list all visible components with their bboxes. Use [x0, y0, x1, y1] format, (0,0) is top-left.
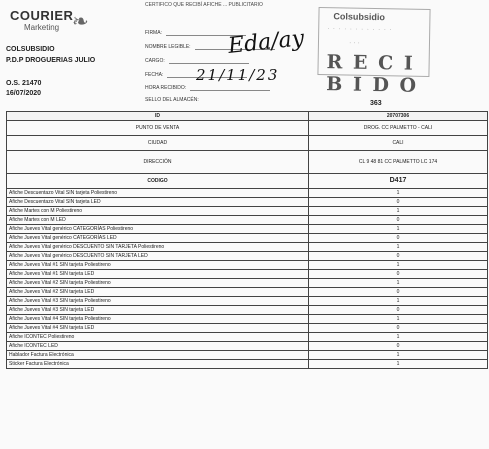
hora-field: HORA RECIBIDO:	[145, 85, 270, 91]
item-qty: 1	[309, 261, 488, 270]
ciudad-label: CIUDAD	[7, 136, 309, 151]
item-qty: 1	[309, 189, 488, 198]
item-qty: 1	[309, 333, 488, 342]
stamp-dots: · · · · · · · · · · · ·	[327, 26, 393, 34]
item-label: Afiche Jueves Vital genérico CATEGORÍAS LED	[7, 234, 309, 243]
table-row	[7, 297, 488, 306]
handwritten-date: 21/11/23	[196, 66, 280, 84]
table-row	[7, 112, 488, 121]
direccion-label: DIRECCIÓN	[7, 151, 309, 174]
delivery-table	[6, 111, 488, 369]
table-row	[7, 351, 488, 360]
item-qty: 1	[309, 207, 488, 216]
item-qty: 1	[309, 225, 488, 234]
table-row	[7, 207, 488, 216]
item-label: Afiche Jueves Vital #4 SIN tarjeta Poliestireno	[7, 315, 309, 324]
table-row	[7, 216, 488, 225]
item-qty: 1	[309, 315, 488, 324]
item-label: Afiche ICONTEC LED	[7, 342, 309, 351]
table-row	[7, 225, 488, 234]
table-row	[7, 288, 488, 297]
item-qty: 1	[309, 243, 488, 252]
courier-marketing-logo	[10, 6, 110, 36]
table-row	[7, 189, 488, 198]
item-label: Afiche Jueves Vital #2 SIN tarjeta Poliestireno	[7, 279, 309, 288]
item-qty: 0	[309, 198, 488, 207]
table-row	[7, 234, 488, 243]
item-label: Afiche Jueves Vital #2 SIN tarjeta LED	[7, 288, 309, 297]
document-number: 363	[370, 100, 382, 107]
item-label: Afiche Martes con M Poliestireno	[7, 207, 309, 216]
table-row	[7, 360, 488, 369]
client-name: COLSUBSIDIO	[6, 46, 55, 53]
item-label: Afiche Martes con M LED	[7, 216, 309, 225]
table-row	[7, 342, 488, 351]
item-qty: 0	[309, 342, 488, 351]
table-row	[7, 252, 488, 261]
handwritten-signature: Eda/ay	[226, 26, 306, 59]
item-qty: 0	[309, 216, 488, 225]
item-label: Afiche Jueves Vital #1 SIN tarjeta LED	[7, 270, 309, 279]
sello-field: SELLO DEL ALMACÉN:	[145, 97, 199, 103]
order-number: O.S. 21470	[6, 80, 42, 87]
item-qty: 0	[309, 270, 488, 279]
item-label: Sticker Factura Electrónica	[7, 360, 309, 369]
table-row	[7, 306, 488, 315]
direccion-value: CL 9 48 81 CC PALMETTO LC 174	[309, 151, 488, 174]
id-label: ID	[7, 112, 309, 121]
stamp-mark: · · ·	[348, 39, 360, 47]
item-qty: 1	[309, 351, 488, 360]
fecha-field: FECHA:	[145, 72, 247, 78]
logo-brand: COURIER	[10, 8, 74, 23]
item-label: Afiche Jueves Vital genérico DESCUENTO SIN TARJETA LED	[7, 252, 309, 261]
cargo-field: CARGO:	[145, 58, 249, 64]
table-row	[7, 136, 488, 151]
item-qty: 1	[309, 297, 488, 306]
punto-value: DROG. CC PALMETTO - CALI	[309, 121, 488, 136]
item-label: Hablador Factura Electrónica	[7, 351, 309, 360]
table-row	[7, 121, 488, 136]
item-label: Afiche Jueves Vital #4 SIN tarjeta LED	[7, 324, 309, 333]
received-stamp	[317, 7, 430, 97]
item-label: Afiche Jueves Vital #3 SIN tarjeta LED	[7, 306, 309, 315]
codigo-label: CODIGO	[7, 174, 309, 189]
item-label: Afiche ICONTEC Poliestireno	[7, 333, 309, 342]
table-row	[7, 279, 488, 288]
logo-sub: Marketing	[24, 23, 60, 32]
certificate-text: CERTIFICO QUE RECIBÍ AFICHE ... PUBLICITARIO	[145, 2, 263, 8]
table-row	[7, 174, 488, 189]
firma-field: FIRMA:	[145, 30, 246, 36]
stamp-line-1: Colsubsidio	[333, 11, 386, 23]
item-qty: 0	[309, 234, 488, 243]
item-label: Afiche Jueves Vital #1 SIN tarjeta Poliestireno	[7, 261, 309, 270]
stamp-line-2: R E C I B I D O	[326, 51, 419, 97]
client-store: P.D.P DROGUERIAS JULIO	[6, 57, 96, 64]
table-row	[7, 198, 488, 207]
item-label: Afiche Jueves Vital genérico DESCUENTO SIN TARJETA Poliestireno	[7, 243, 309, 252]
item-label: Afiche Jueves Vital genérico CATEGORÍAS Poliestireno	[7, 225, 309, 234]
item-qty: 0	[309, 288, 488, 297]
table-row	[7, 315, 488, 324]
table-row	[7, 324, 488, 333]
item-label: Afiche Descuentazo Vital SIN tarjeta Poliestireno	[7, 189, 309, 198]
item-label: Afiche Descuentazo Vital SIN tarjeta LED	[7, 198, 309, 207]
codigo-value: D417	[309, 174, 488, 189]
item-qty: 0	[309, 324, 488, 333]
table-row	[7, 333, 488, 342]
order-date: 16/07/2020	[6, 90, 42, 97]
item-qty: 1	[309, 279, 488, 288]
table-row	[7, 261, 488, 270]
table-row	[7, 270, 488, 279]
item-qty: 0	[309, 306, 488, 315]
item-qty: 1	[309, 360, 488, 369]
punto-label: PUNTO DE VENTA	[7, 121, 309, 136]
table-row	[7, 243, 488, 252]
logo-mark-icon: ❧	[72, 11, 89, 33]
item-label: Afiche Jueves Vital #3 SIN tarjeta Poliestireno	[7, 297, 309, 306]
ciudad-value: CALI	[309, 136, 488, 151]
table-row	[7, 151, 488, 174]
nombre-field: NOMBRE LEGIBLE:	[145, 44, 275, 50]
id-value: 20707306	[309, 112, 488, 121]
item-qty: 0	[309, 252, 488, 261]
